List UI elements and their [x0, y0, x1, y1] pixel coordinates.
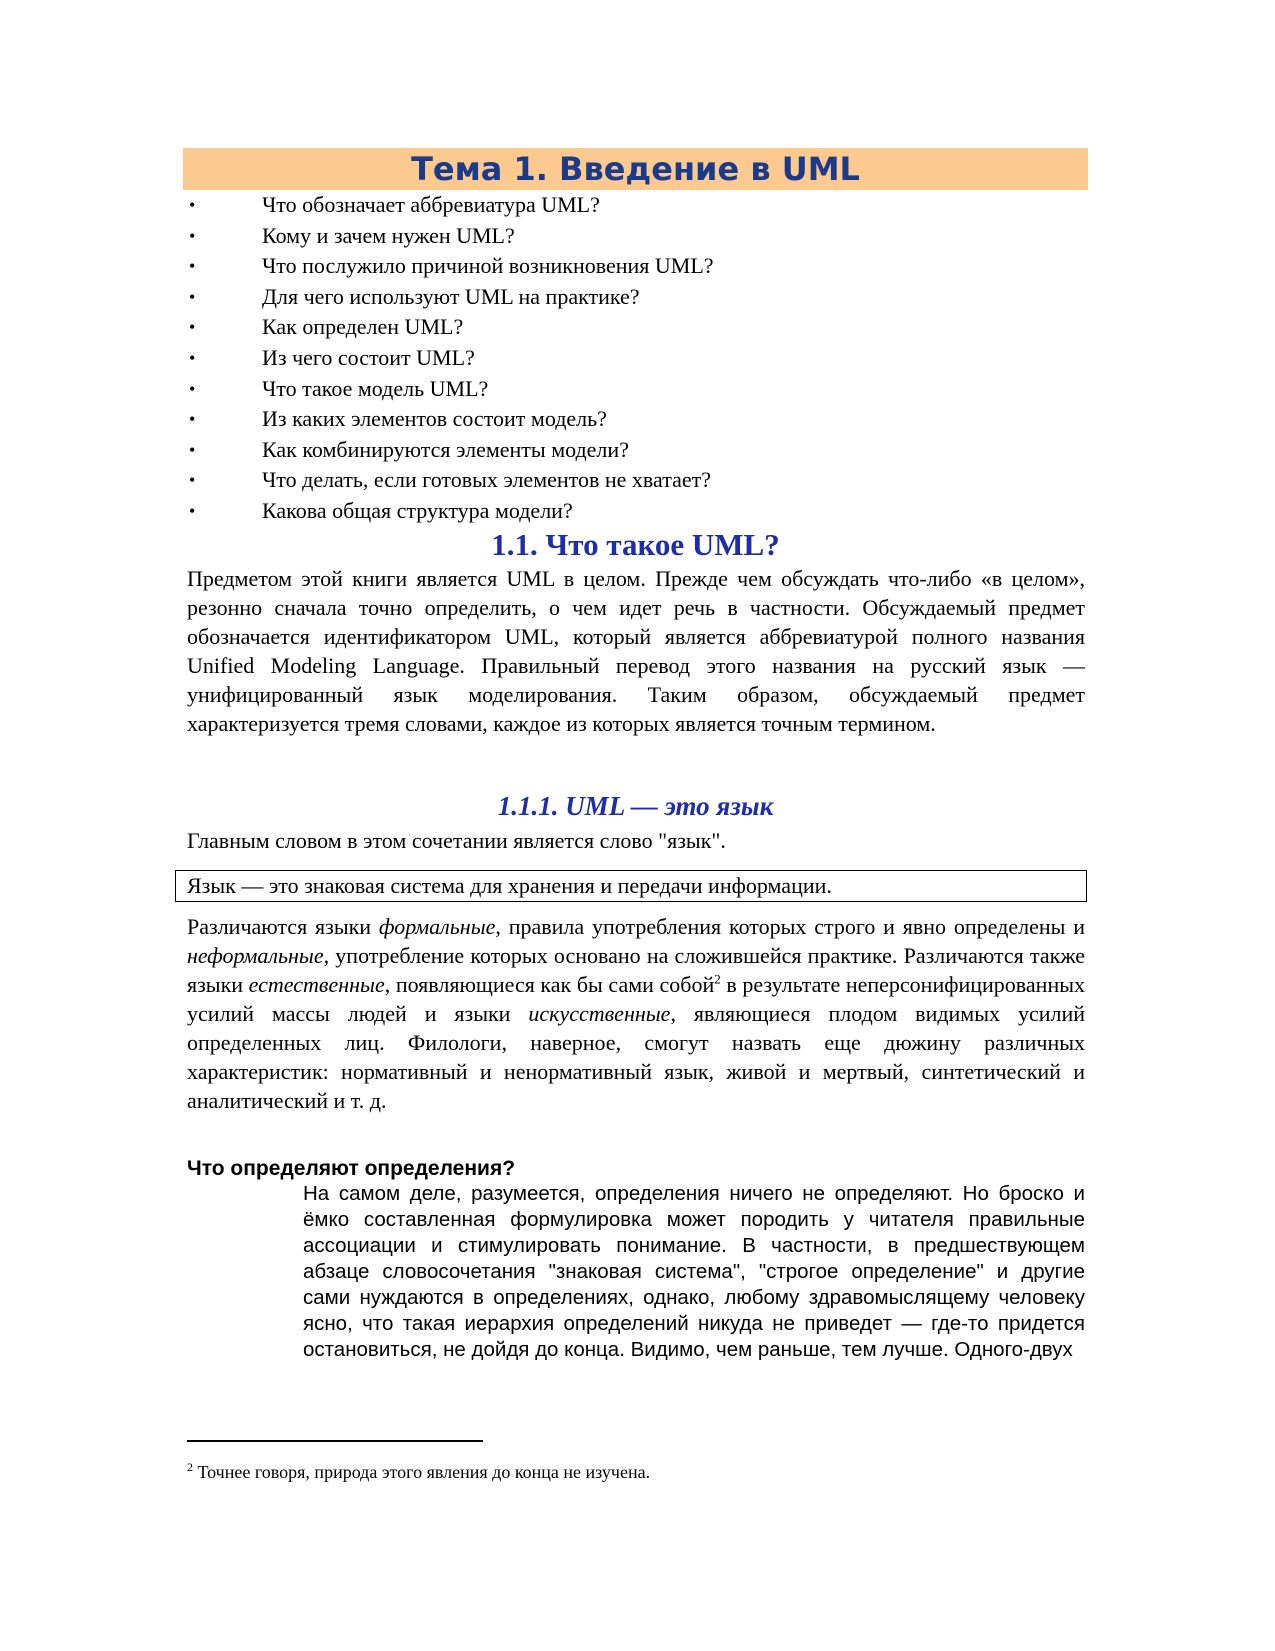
footnote-divider [187, 1440, 483, 1442]
list-item [183, 343, 1088, 374]
lead-paragraph: Главным словом в этом сочетании является слово "язык". [187, 828, 726, 853]
bullet-icon: • [189, 439, 196, 460]
bullet-icon: • [189, 195, 196, 215]
question-text: Как комбинируются элементы модели? [262, 436, 629, 462]
bullet-icon: • [189, 378, 196, 399]
sidebar-text: На самом деле, разумеется, определения ничего не определяют. Но броско и ёмко составленная формулировка может породить у читателя правильные ассоциации и стимулировать понимание. В частности, в предшествующем абзаце словосочетания "знаковая система", "строгое определение" и другие сами нуждаются в определениях, однако, любому здравомыслящему человеку ясно, что такая иерархия определений никуда не приведет — где-то придется остановиться, не дойдя до конца. Видимо, чем раньше, тем лучше. Одного-двух [303, 1182, 1085, 1361]
body-text: Различаются языки [187, 914, 379, 939]
body-text: в результате неперсонифицированных усилий массы людей и языки [187, 972, 1085, 1026]
body-text: , являющиеся плодом видимых усилий определенных лиц. Филологи, наверное, смогут назвать еще дюжину различных характеристик: нормативный и ненормативный язык, живой и мертвый, синтетический и аналитический и т. д. [187, 1001, 1086, 1113]
question-text: Из каких элементов состоит модель? [262, 406, 607, 432]
question-text: Что делать, если готовых элементов не хватает? [262, 467, 711, 493]
list-item [183, 374, 1088, 405]
question-text: Что послужило причиной возникновения UML? [262, 253, 714, 279]
intro-paragraph: Предметом этой книги является UML в целом. Прежде чем обсуждать что-либо «в целом», резонно сначала точно определить, о чем идет речь в частности. Обсуждаемый предмет обозначается идентификатором UML, который является аббревиатурой полного названия Unified Modeling Language. Правильный перевод этого названия на русский язык — унифицированный язык моделирования. Таким образом, обсуждаемый предмет характеризуется тремя словами, каждое из которых является точным термином. [187, 566, 1085, 736]
subsection-heading: 1.1.1. UML — это язык [497, 791, 774, 821]
body-text: , правила употребления которых строго и явно определены и [495, 914, 1085, 939]
languages-paragraph [187, 912, 1085, 1115]
list-item [183, 190, 1088, 221]
topic-title: Тема 1. Введение в UML [183, 148, 1088, 190]
list-item [183, 465, 1088, 496]
footnote [187, 1455, 650, 1484]
sidebar-title: Что определяют определения? [187, 1157, 516, 1180]
question-text: Как определен UML? [262, 314, 464, 340]
term-artificial: искусственные [528, 1001, 671, 1026]
question-text: Какова общая структура модели? [262, 497, 573, 523]
question-text: Кому и зачем нужен UML? [262, 222, 515, 248]
question-text: Что такое модель UML? [262, 375, 489, 401]
question-text: Из чего состоит UML? [262, 344, 475, 370]
list-item [183, 282, 1088, 313]
footnote-text: Точнее говоря, природа этого явления до конца не изучена. [193, 1462, 651, 1482]
list-item [183, 221, 1088, 252]
footnote-reference[interactable]: 2 [714, 971, 721, 987]
definition-box: Язык — это знаковая система для хранения и передачи информации. [175, 870, 1087, 902]
bullet-icon: • [189, 286, 196, 307]
bullet-icon: • [189, 256, 196, 277]
list-item [183, 496, 1088, 527]
question-text: Что обозначает аббревиатура UML? [262, 192, 600, 217]
list-item [183, 251, 1088, 282]
term-informal: неформальные [187, 943, 324, 968]
bullet-icon: • [189, 470, 196, 491]
question-text: Для чего используют UML на практике? [262, 283, 640, 309]
question-list [183, 190, 1088, 527]
list-item [183, 435, 1088, 466]
bullet-icon: • [189, 409, 196, 430]
bullet-icon: • [189, 500, 196, 521]
bullet-icon: • [189, 317, 196, 338]
list-item [183, 404, 1088, 435]
body-text: , появляющиеся как бы сами собой [384, 972, 715, 997]
body-text: , употребление которых основано на сложившейся практике. Различаются также языки [187, 943, 1085, 997]
bullet-icon: • [189, 347, 196, 368]
list-item [183, 312, 1088, 343]
term-natural: естественные [248, 972, 385, 997]
term-formal: формальные [378, 914, 496, 939]
section-heading: 1.1. Что такое UML? [491, 527, 780, 562]
bullet-icon: • [189, 225, 196, 246]
footnote-number: 2 [187, 1460, 193, 1474]
